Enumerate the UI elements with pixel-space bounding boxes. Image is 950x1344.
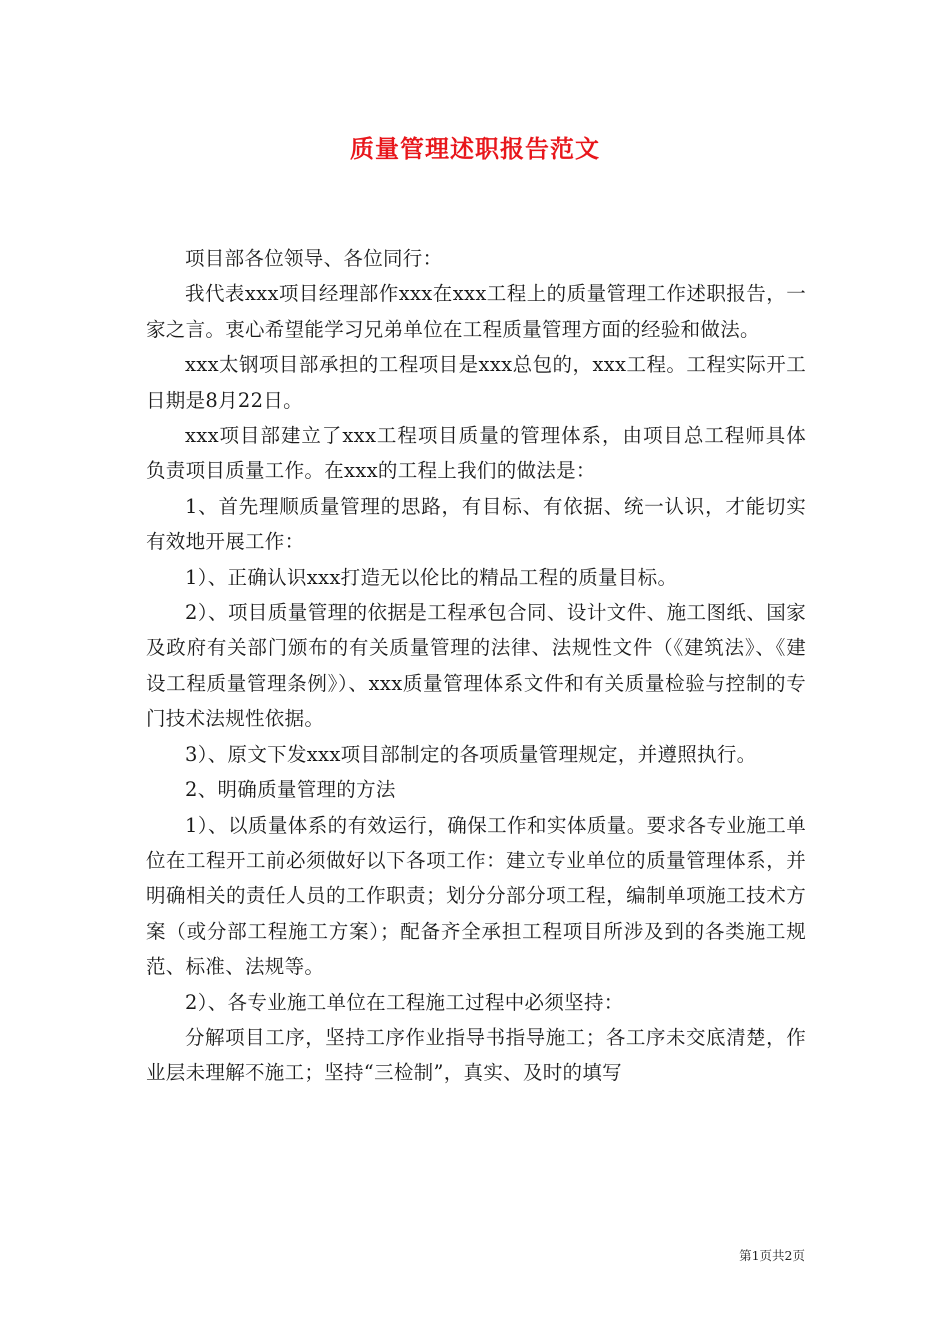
- document-title: 质量管理述职报告范文: [350, 134, 600, 163]
- paragraph: xxx项目部建立了xxx工程项目质量的管理体系，由项目总工程师具体负责项目质量工作。在xxx的工程上我们的做法是：: [146, 424, 806, 483]
- paragraph: 项目部各位领导、各位同行：: [185, 247, 443, 270]
- paragraph: 3）、原文下发xxx项目部制定的各项质量管理规定，并遵照执行。: [185, 742, 757, 766]
- paragraph: xxx太钢项目部承担的工程项目是xxx总包的，xxx工程。工程实际开工日期是8月22日。: [146, 353, 806, 412]
- paragraph: 1）、以质量体系的有效运行，确保工作和实体质量。要求各专业施工单位在工程开工前必须做好以下各项工作：建立专业单位的质量管理体系，并明确相关的责任人员的工作职责；划分分部分项工程，编制单项施工技术方案（或分部工程施工方案）；配备齐全承担工程项目所涉及到的各类施工规范、标准、法规等。: [146, 813, 806, 979]
- page-number-label: 第1页共2页: [739, 1248, 805, 1263]
- paragraph: 我代表xxx项目经理部作xxx在xxx工程上的质量管理工作述职报告，一家之言。衷心希望能学习兄弟单位在工程质量管理方面的经验和做法。: [146, 282, 806, 341]
- paragraph: 2、明确质量管理的方法: [185, 778, 396, 802]
- paragraph: 1）、正确认识xxx打造无以伦比的精品工程的质量目标。: [185, 565, 678, 589]
- paragraph: 2）、各专业施工单位在工程施工过程中必须坚持：: [185, 990, 624, 1014]
- paragraph: 2）、项目质量管理的依据是工程承包合同、设计文件、施工图纸、国家及政府有关部门颁布的有关质量管理的法律、法规性文件（《建筑法》、《建设工程质量管理条例》）、xxx质量管理体系文件和有关质量检验与控制的专门技术法规性依据。: [146, 601, 806, 731]
- paragraph: 1、首先理顺质量管理的思路，有目标、有依据、统一认识，才能切实有效地开展工作：: [146, 494, 806, 554]
- page-number-footer: [739, 1246, 805, 1264]
- paragraph: 分解项目工序，坚持工序作业指导书指导施工；各工序未交底清楚，作业层未理解不施工；坚持“三检制”，真实、及时的填写: [146, 1025, 806, 1085]
- document-body: [146, 241, 806, 1091]
